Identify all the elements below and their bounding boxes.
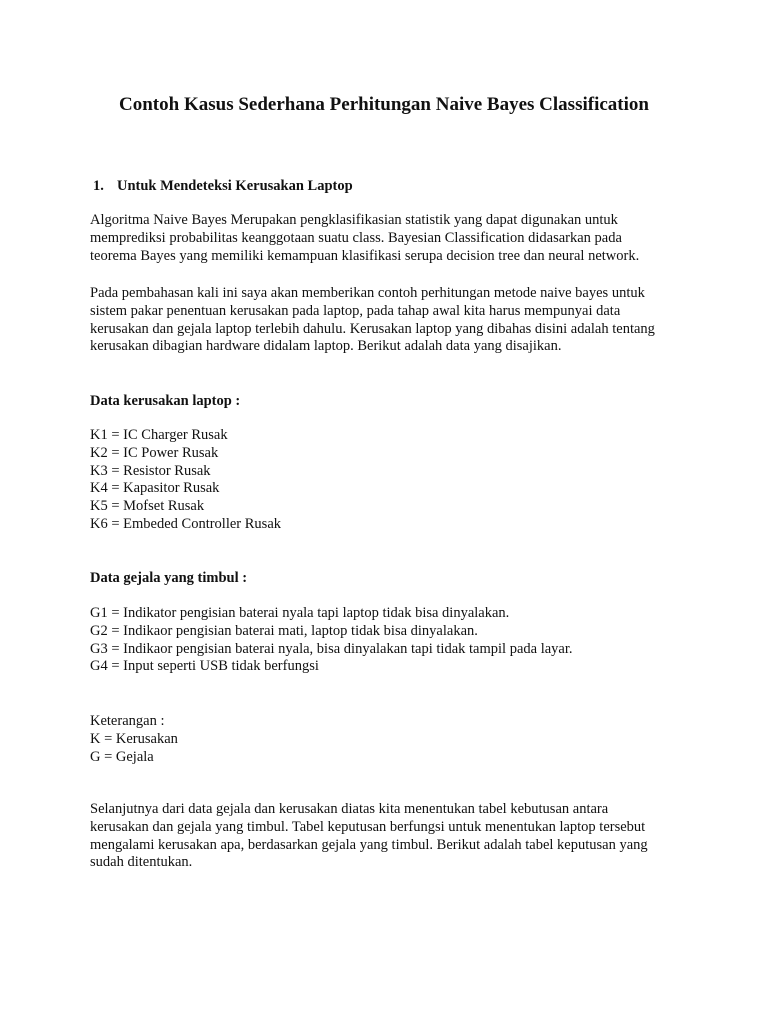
list-item: G = Gejala (90, 748, 154, 765)
damage-list (90, 427, 281, 534)
list-item: G1 = Indikator pengisian baterai nyala tapi laptop tidak bisa dinyalakan. (90, 605, 510, 621)
list-item: K = Kerusakan (90, 730, 178, 747)
list-item: G2 = Indikaor pengisian baterai mati, laptop tidak bisa dinyalakan. (90, 622, 478, 639)
section-heading-text: Untuk Mendeteksi Kerusakan Laptop (117, 178, 353, 194)
list-item: G3 = Indikaor pengisian baterai nyala, bisa dinyalakan tapi tidak tampil pada layar. (90, 640, 573, 657)
list-item: K3 = Resistor Rusak (90, 462, 211, 479)
text-line: Pada pembahasan kali ini saya akan memberikan contoh perhitungan metode naive bayes untuk (90, 285, 645, 301)
text-line: Selanjutnya dari data gejala dan kerusakan diatas kita menentukan tabel kebutusan antara (90, 801, 609, 817)
list-item: K6 = Embeded Controller Rusak (90, 515, 282, 532)
text-line: Algoritma Naive Bayes Merupakan pengklasifikasian statistik yang dapat digunakan untuk (90, 212, 618, 228)
damage-data-heading: Data kerusakan laptop : (90, 393, 241, 409)
symptom-data-heading: Data gejala yang timbul : (90, 570, 248, 586)
legend-title: Keterangan : (90, 713, 165, 729)
conclusion-paragraph (90, 801, 690, 872)
section-number: 1. (93, 178, 104, 194)
list-item: K1 = IC Charger Rusak (90, 427, 228, 443)
text-line: kerusakan dibagian hardware didalam laptop. Berikut adalah data yang disajikan. (90, 338, 562, 355)
list-item: K5 = Mofset Rusak (90, 498, 205, 515)
text-line: teorema Bayes yang memiliki kemampuan klasifikasi serupa decision tree dan neural network. (90, 247, 640, 264)
context-paragraph (90, 285, 690, 356)
text-line: sudah ditentukan. (90, 854, 193, 871)
list-item: K2 = IC Power Rusak (90, 444, 219, 461)
intro-paragraph (90, 212, 690, 265)
text-line: memprediksi probabilitas keanggotaan suatu class. Bayesian Classification didasarkan pada (90, 229, 622, 246)
list-item: K4 = Kapasitor Rusak (90, 480, 220, 497)
legend-list (90, 713, 178, 766)
text-line: mengalami kerusakan apa, berdasarkan gejala yang timbul. Berikut adalah tabel keputusan yang (90, 836, 648, 853)
symptom-list (90, 605, 573, 676)
text-line: kerusakan dan gejala laptop terlebih dahulu. Kerusakan laptop yang dibahas disini adalah tentang (90, 320, 655, 337)
list-item: G4 = Input seperti USB tidak berfungsi (90, 658, 319, 675)
text-line: sistem pakar penentuan kerusakan pada laptop, pada tahap awal kita harus mempunyai data (90, 302, 621, 319)
text-line: kerusakan dan gejala yang timbul. Tabel keputusan berfungsi untuk menentukan laptop tersebut (90, 818, 646, 835)
document-title: Contoh Kasus Sederhana Perhitungan Naive Bayes Classification (119, 94, 649, 115)
section-heading (93, 177, 353, 195)
